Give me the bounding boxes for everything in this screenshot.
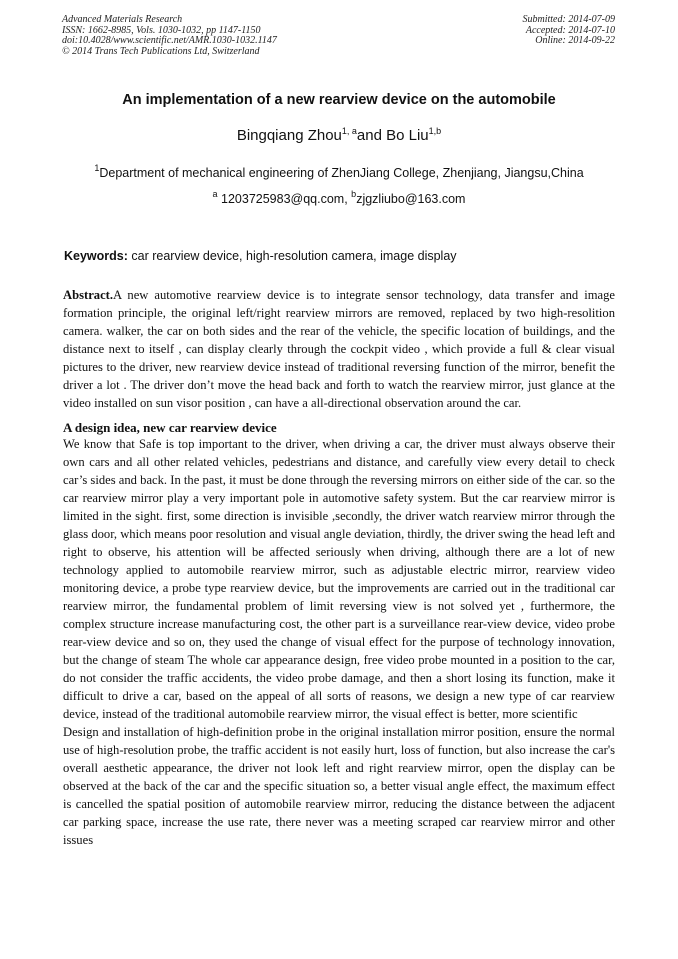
- author-2-affil: 1,b: [428, 126, 442, 136]
- online-date: Online: 2014-09-22: [535, 35, 615, 46]
- keywords: [64, 249, 616, 263]
- author-1-affil: 1, a: [341, 126, 357, 136]
- section-paragraph-2: Design and installation of high-definition probe in the original installation mirror position, ensure the normal use of high-resolution probe, the traffic accident is not easily hurt, loss of function, but also increase the car's overall aesthetic appearance, the driver not look left and right rearview mirror, open the display can be observed at the back of the car and the specific situation so, a better visual angle effect, the maximum effect is cancelled the spatial position of automobile rearview mirror, reducing the distance between the adjacent car parking space, increase the use rate, there never was a meeting scraped car rearview mirror and other issues: [63, 725, 615, 847]
- keywords-label: Keywords:: [64, 249, 128, 263]
- email-b-marker: b: [351, 189, 357, 199]
- email-line: [0, 189, 678, 206]
- author-line: [0, 127, 678, 144]
- paper-title: An implementation of a new rearview device on the automobile: [122, 92, 556, 108]
- journal-name: Advanced Materials Research: [62, 14, 183, 25]
- issn-line: ISSN: 1662-8985, Vols. 1030-1032, pp 1147-1150: [62, 24, 261, 36]
- author-2: and Bo Liu: [356, 127, 429, 144]
- doi-line: doi:10.4028/www.scientific.net/AMR.1030-1032.1147: [62, 35, 277, 46]
- copyright-line: © 2014 Trans Tech Publications Ltd, Switzerland: [62, 45, 260, 57]
- email-a-marker: a: [212, 189, 218, 199]
- section-paragraph-1: We know that Safe is top important to the driver, when driving a car, the driver must always observe their own cars and all other related vehicles, pedestrians and distance, and carefully view every detail to check car’s sides and back. In the past, it must be done through the reversing mirrors on either side of the car. so the car rearview mirror play a very important pole in automotive safety system. But the car rearview mirror is limited in the sight. first, some direction is invisible ,secondly, the driver watch rearview mirror through the glass door, which means poor resolution and visual angle deviation, thirdly, the driver swing the head left and right to observe, his attention will be affected seriously when driving, although there are a lot of new technology applied to automobile rearview mirror, such as adjustable electric mirror, rearview video monitoring device, a probe type rearview device, but the improvements are carried out in the traditional car rearview mirror, the fundamental problem of limit reversing view is not solved yet , furthermore, the complex structure increase manufacturing cost, the other part is a surveillance rear-view device, video probe rear-view device and so on, they used the change of visual effect for the purpose of technology innovation, but the change of steam The whole car appearance design, free video probe mounted in a position to the car, do not consider the traffic accidents, the video probe damage, and then a short losing its function, make it difficult to drive a car, based on the appeal of all sorts of reasons, we design a new type of car rearview device, instead of the traditional automobile rearview mirror, the visual effect is better, more scientific: [63, 437, 615, 721]
- abstract-label: Abstract.: [63, 288, 114, 302]
- body-text: [63, 286, 615, 849]
- journal-header-left: [62, 15, 277, 57]
- keywords-text: car rearview device, high-resolution camera, image display: [127, 249, 457, 263]
- author-1: Bingqiang Zhou: [236, 127, 342, 144]
- accepted-date: Accepted: 2014-07-10: [525, 24, 615, 36]
- affiliation-text: Department of mechanical engineering of ZhenJiang College, Zhenjiang, Jiangsu,China: [99, 166, 584, 180]
- abstract: [63, 286, 615, 412]
- journal-header-right: [523, 15, 616, 47]
- submitted-date: Submitted: 2014-07-09: [522, 14, 615, 25]
- email-a[interactable]: 1203725983@qq.com,: [217, 192, 352, 206]
- affiliation-marker: 1: [94, 163, 100, 173]
- affiliation: [0, 163, 678, 180]
- abstract-text: A new automotive rearview device is to integrate sensor technology, data transfer and image formation principle, the original left/right rearview mirrors are removed, replaced by two high-resolition camera. walker, the car on both sides and the rear of the vehicle, the specific location of buildings, and the distance next to itself , can display clearly through the cockpit video , which provide a full & clear visual pictures to the driver, new rearview device instead of traditional reversing function of the mirror, benefit the driver a lot . The driver don’t move the head back and forth to watch the rearview mirror, just glance at the video installed on sun visor position , can have a all-directional observation around the car.: [63, 288, 615, 410]
- email-b[interactable]: zjgzliubo@163.com: [356, 192, 466, 206]
- section-heading: A design idea, new car rearview device: [63, 420, 277, 435]
